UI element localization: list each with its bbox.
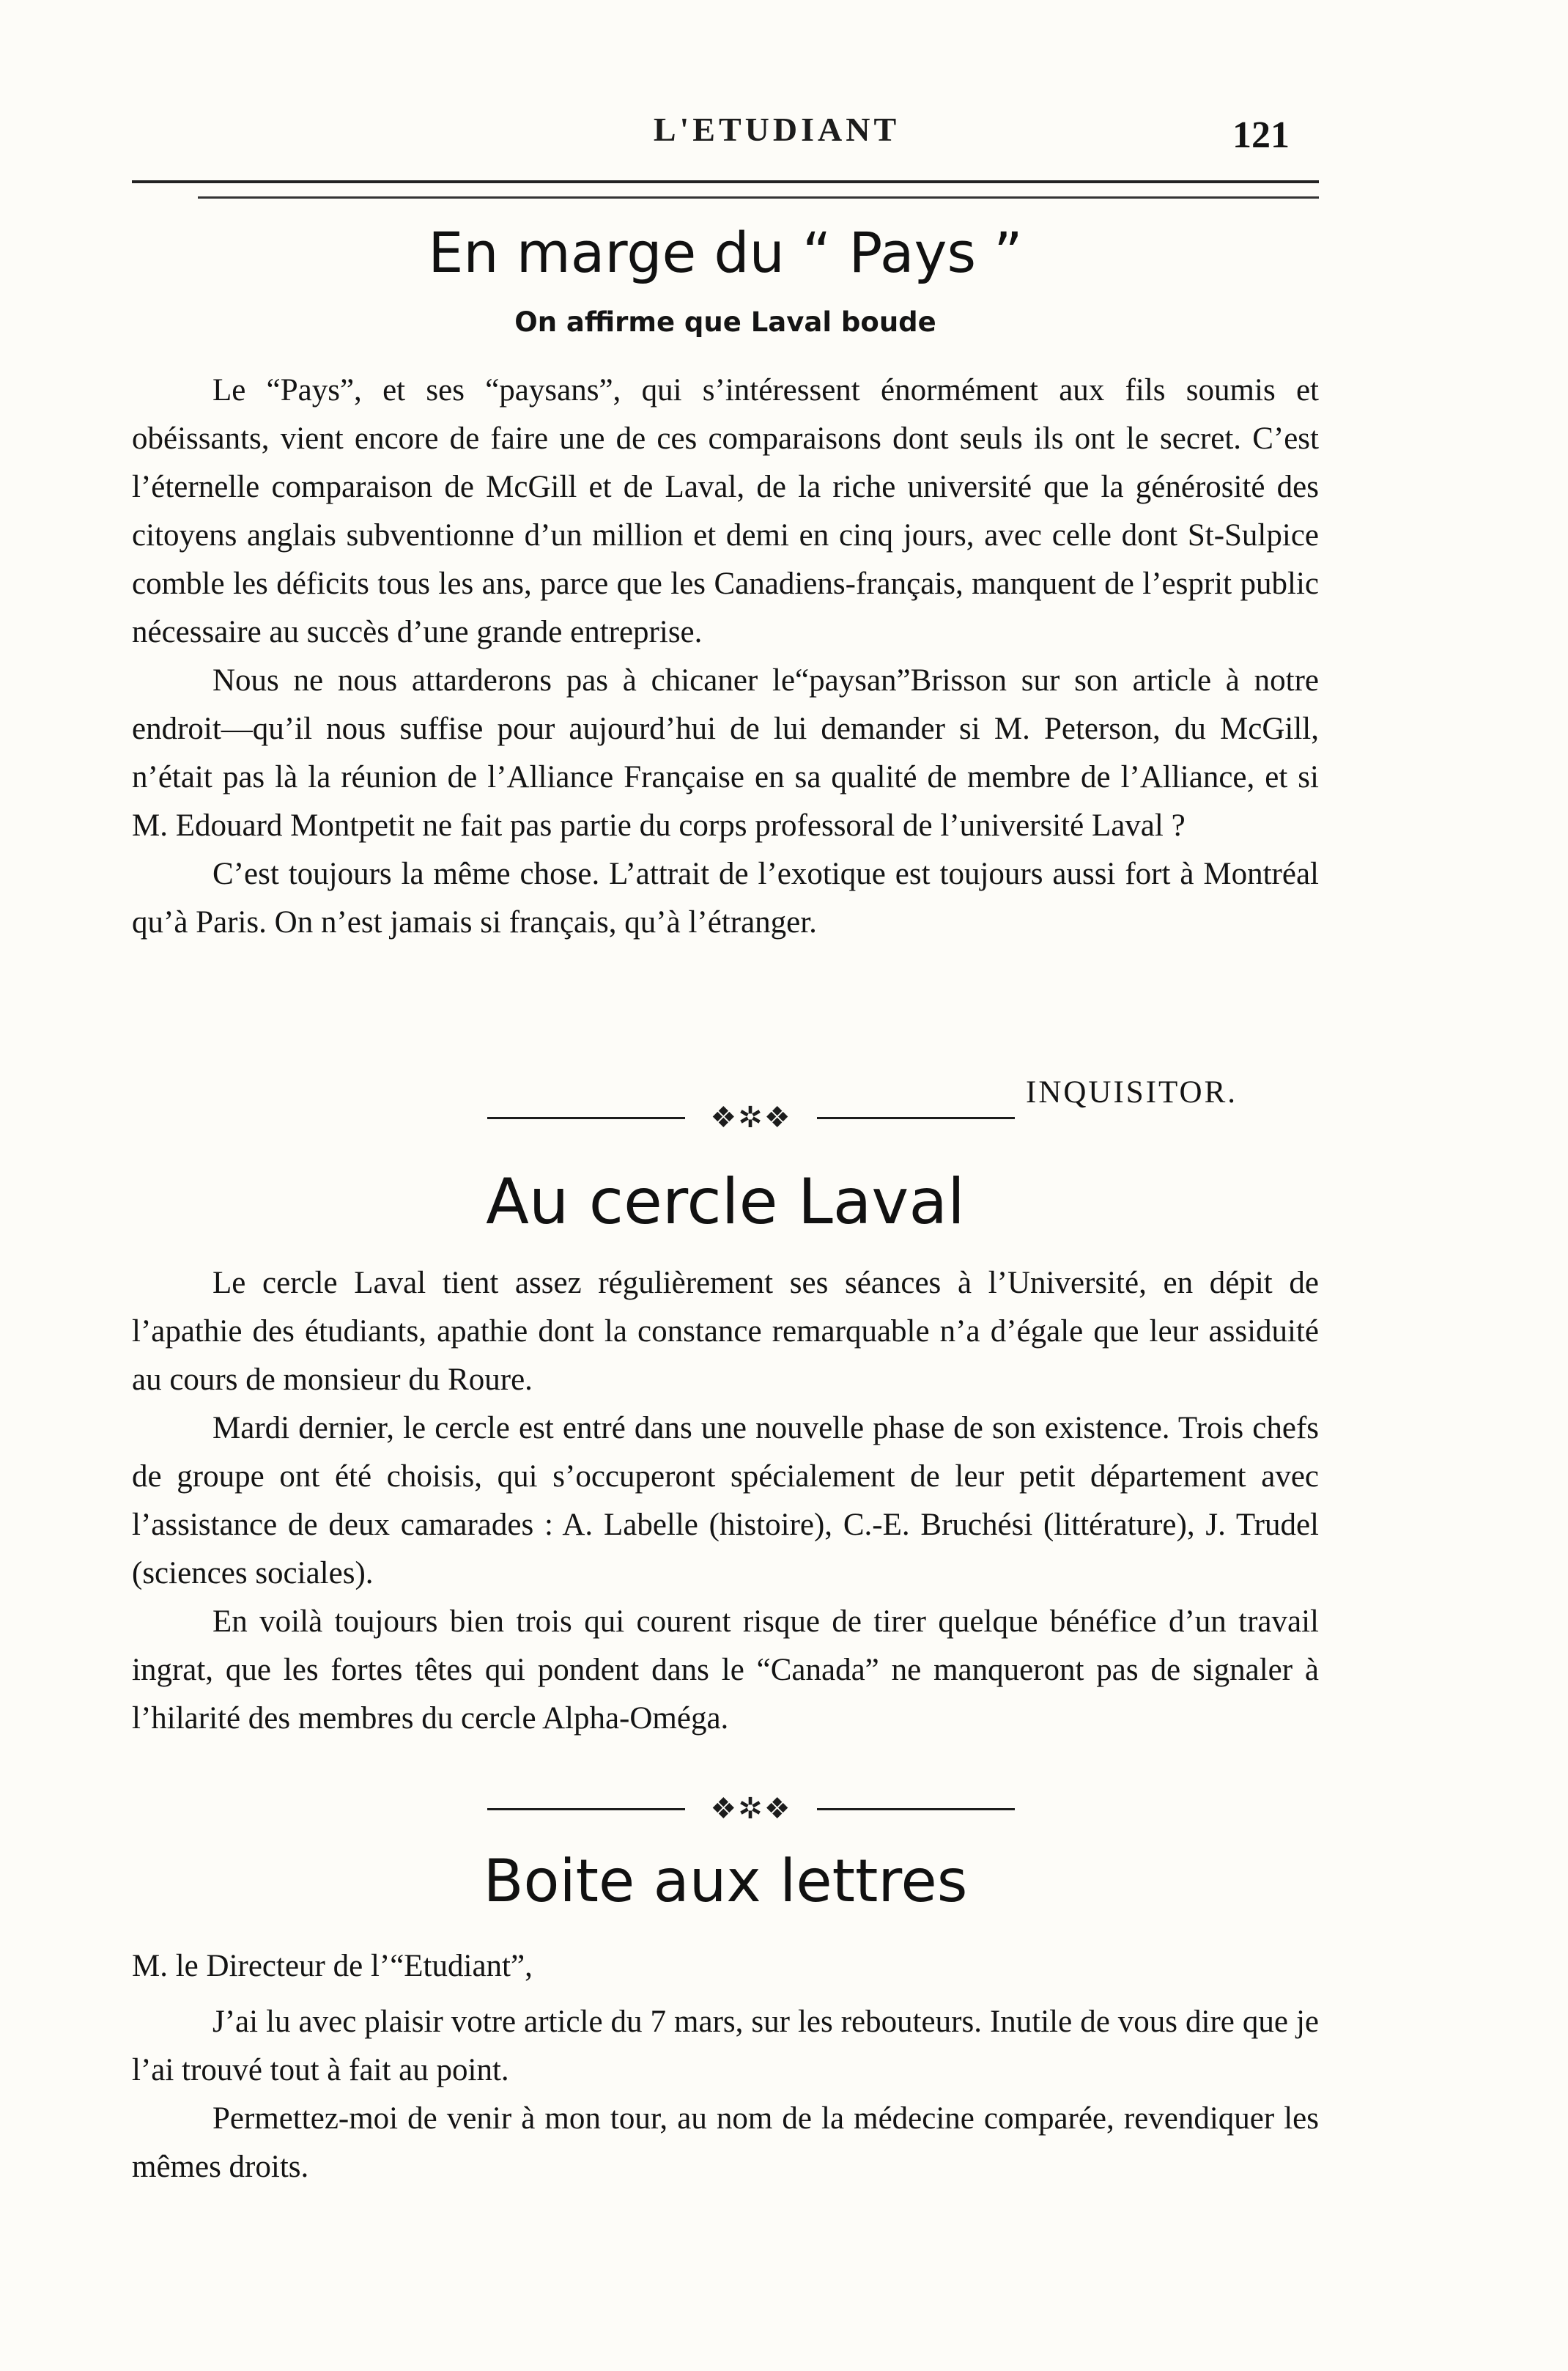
separator-line	[487, 1117, 685, 1119]
paragraph: Le cercle Laval tient assez régulièrement ses séances à l’Université, en dépit de l’apathie des étudiants, apathie dont la constance remarquable n’a d’égale que leur assiduité au cours de monsieur du Roure.	[132, 1266, 1319, 1397]
paragraph: En voilà toujours bien trois qui courent risque de tirer quelque bénéfice d’un travail ingrat, que les fortes têtes qui pondent dans le “Canada” ne manqueront pas de signaler à l’hilarité des membres du cercle Alpha-Oméga.	[132, 1604, 1319, 1736]
separator-line	[817, 1808, 1015, 1810]
header-rule-secondary	[198, 196, 1319, 199]
ornament-glyph: ❖✲❖	[710, 1101, 792, 1134]
paragraph: Permettez-moi de venir à mon tour, au nom de la médecine comparée, revendiquer les mêmes droits.	[132, 2101, 1319, 2184]
letter-salutation: M. le Directeur de l’“Etudiant”,	[132, 1949, 533, 1983]
article-body-cercle-laval	[132, 1259, 1319, 1743]
article-title-cercle-laval: Au cercle Laval	[486, 1165, 965, 1239]
header-rule	[132, 180, 1319, 183]
paragraph: Nous ne nous attarderons pas à chicaner le“paysan”Brisson sur son article à notre endroit—qu’il nous suffise pour aujourd’hui de lui demander si M. Peterson, du McGill, n’était pas là la réunion de l’Alliance Française en sa qualité de membre de l’Alliance, et si M. Edouard Montpetit ne fait pas partie du corps professoral de l’université Laval ?	[132, 663, 1319, 843]
article-body-en-marge	[132, 366, 1319, 947]
paragraph: J’ai lu avec plaisir votre article du 7 mars, sur les rebouteurs. Inutile de vous dire que je l’ai trouvé tout à fait au point.	[132, 2005, 1319, 2087]
paragraph: Le “Pays”, et ses “paysans”, qui s’intéressent énormément aux fils soumis et obéissants, vient encore de faire une de ces comparaisons dont seuls ils ont le secret. C’est l’éternelle comparaison de McGill et de Laval, de la riche université que la générosité des citoyens anglais subventionne d’un million et demi en cinq jours, avec celle dont St-Sulpice comble les déficits tous les ans, parce que les Canadiens-français, manquent de l’esprit public nécessaire au succès d’une grande entreprise.	[132, 373, 1319, 649]
article-title-en-marge: En marge du “ Pays ”	[428, 220, 1023, 285]
paragraph: Mardi dernier, le cercle est entré dans une nouvelle phase de son existence. Trois chefs de groupe ont été choisis, qui s’occuperont spécialement de leur petit département avec l’assistance de deux camarades : A. Labelle (histoire), C.-E. Bruchési (littérature), J. Trudel (sciences sociales).	[132, 1411, 1319, 1590]
page-number: 121	[1232, 114, 1290, 156]
separator-line	[487, 1808, 685, 1810]
separator-line	[817, 1117, 1015, 1119]
running-head: L'ETUDIANT	[653, 111, 901, 148]
ornament-glyph: ❖✲❖	[710, 1792, 792, 1825]
paragraph: C’est toujours la même chose. L’attrait de l’exotique est toujours aussi fort à Montréal qu’à Paris. On n’est jamais si français, qu’à l’étranger.	[132, 857, 1319, 940]
article-subtitle: On affirme que Laval boude	[514, 306, 936, 338]
ornamental-separator	[487, 1791, 1015, 1827]
letter-body	[132, 1942, 1319, 2191]
ornamental-separator	[487, 1099, 1015, 1136]
article-title-boite-aux-lettres: Boite aux lettres	[483, 1847, 968, 1915]
signature: INQUISITOR.	[1026, 1075, 1238, 1110]
